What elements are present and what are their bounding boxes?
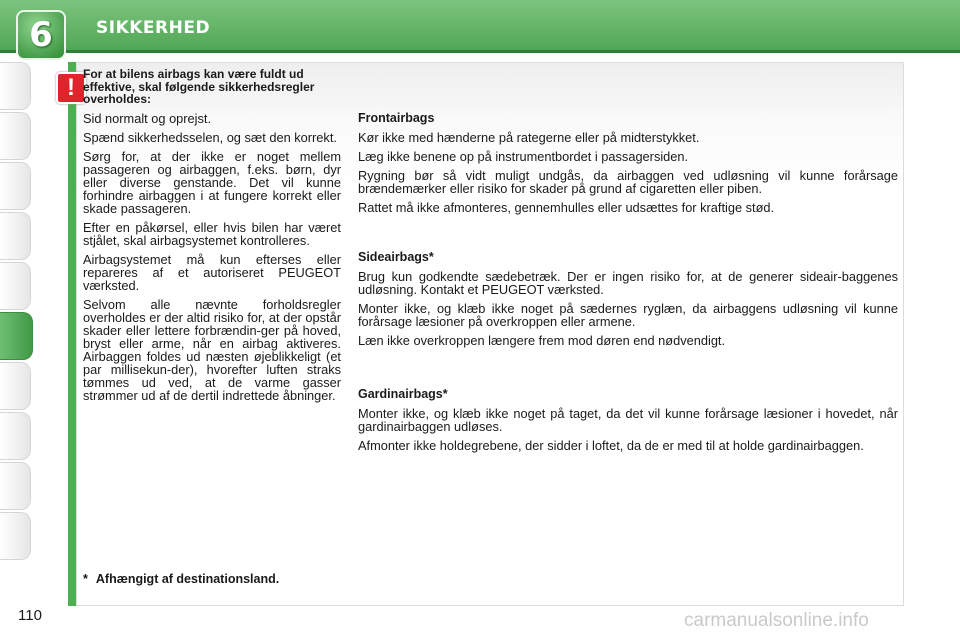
safety-rule: Sid normalt og oprejst. — [83, 110, 212, 126]
section-paragraph: Læn ikke overkroppen længere frem mod døren end nødvendigt. — [358, 333, 726, 348]
header-divider — [0, 50, 960, 53]
chapter-tab-5[interactable] — [0, 262, 31, 310]
chapter-tab-3[interactable] — [0, 162, 31, 210]
chapter-title: SIKKERHED — [96, 18, 211, 38]
safety-rule: Selvom alle nævnte forholdsregler overholdes er der altid risiko for, at der opstår skader eller lettere forbrændin-ger på hoved, bryst eller arme, når en airbag aktiveres. Airbaggen foldes ud næsten øjeblikkeligt (et par millisekun-der), hvorefter luften straks tømmes ud ved, at de varme gasser strømmer ud af de dertil indrettede åbninger. — [83, 296, 341, 403]
chapter-tab-4[interactable] — [0, 212, 31, 260]
safety-rule: Airbagsystemet må kun efterses eller repareres af et autoriseret PEUGEOT værksted. — [83, 251, 341, 293]
gardinairbags-section — [358, 388, 898, 458]
section-accent-bar — [68, 62, 76, 606]
chapter-tab-8[interactable] — [0, 412, 31, 460]
chapter-number-badge: 6 — [16, 10, 66, 60]
warning-icon: ! — [56, 72, 86, 104]
section-paragraph: Rygning bør så vidt muligt undgås, da airbaggen ved udløsning vil kunne forårsage brændemærker eller risiko for skader på grund af cigaretten eller piben. — [358, 168, 898, 196]
safety-rule: Sørg for, at der ikke er noget mellem passageren og airbaggen, f.eks. børn, dyr eller diverse genstande. Det vil kunne forhindre airbaggen i at fungere korrekt eller skade passageren. — [83, 148, 341, 216]
section-paragraph: Monter ikke, og klæb ikke noget på sædernes ryglæn, da airbaggens udløsning vil kunne forårsage læsioner på overkroppen eller armene. — [358, 301, 898, 329]
footnote-asterisk: * — [83, 572, 88, 586]
safety-rules-column — [83, 68, 341, 408]
section-heading: Gardinairbags* — [358, 387, 448, 401]
chapter-tab-1[interactable] — [0, 62, 31, 110]
safety-rule: Spænd sikkerhedsselen, og sæt den korrekt. — [83, 129, 337, 145]
safety-rules-lead: For at bilens airbags kan være fuldt ud effektive, skal følgende sikkerhedsregler overholdes: — [83, 67, 315, 106]
section-paragraph: Monter ikke, og klæb ikke noget på taget, da det vil kunne forårsage læsioner i hovedet, når gardinairbaggen udløses. — [358, 406, 898, 434]
chapter-tab-7[interactable] — [0, 362, 31, 410]
frontairbags-section — [358, 112, 898, 220]
section-heading: Sideairbags* — [358, 250, 434, 264]
chapter-tab-9[interactable] — [0, 462, 31, 510]
footnote-text: Afhængigt af destinationsland. — [95, 572, 280, 586]
section-paragraph: Brug kun godkendte sædebetræk. Der er ingen risiko for, at de generer sideair-baggenes udløsning. Kontakt et PEUGEOT værksted. — [358, 269, 898, 297]
watermark: carmanualsonline.info — [684, 610, 869, 631]
chapter-tabs — [0, 62, 34, 562]
section-paragraph: Afmonter ikke holdegrebene, der sidder i loftet, da de er med til at holde gardinairbaggen. — [358, 438, 864, 453]
chapter-tab-2[interactable] — [0, 112, 31, 160]
section-paragraph: Rattet må ikke afmonteres, gennemhulles eller udsættes for kraftige stød. — [358, 200, 775, 215]
chapter-tab-6-active[interactable] — [0, 312, 33, 360]
destination-footnote — [83, 572, 279, 586]
safety-rule: Efter en påkørsel, eller hvis bilen har været stjålet, skal airbagsystemet kontrolleres. — [83, 219, 341, 248]
page-number: 110 — [18, 607, 42, 624]
section-paragraph: Læg ikke benene op på instrumentbordet i passagersiden. — [358, 149, 689, 164]
section-paragraph: Kør ikke med hænderne på rategerne eller på midterstykket. — [358, 130, 700, 145]
sideairbags-section — [358, 251, 898, 353]
section-heading: Frontairbags — [358, 111, 435, 125]
chapter-tab-10[interactable] — [0, 512, 31, 560]
